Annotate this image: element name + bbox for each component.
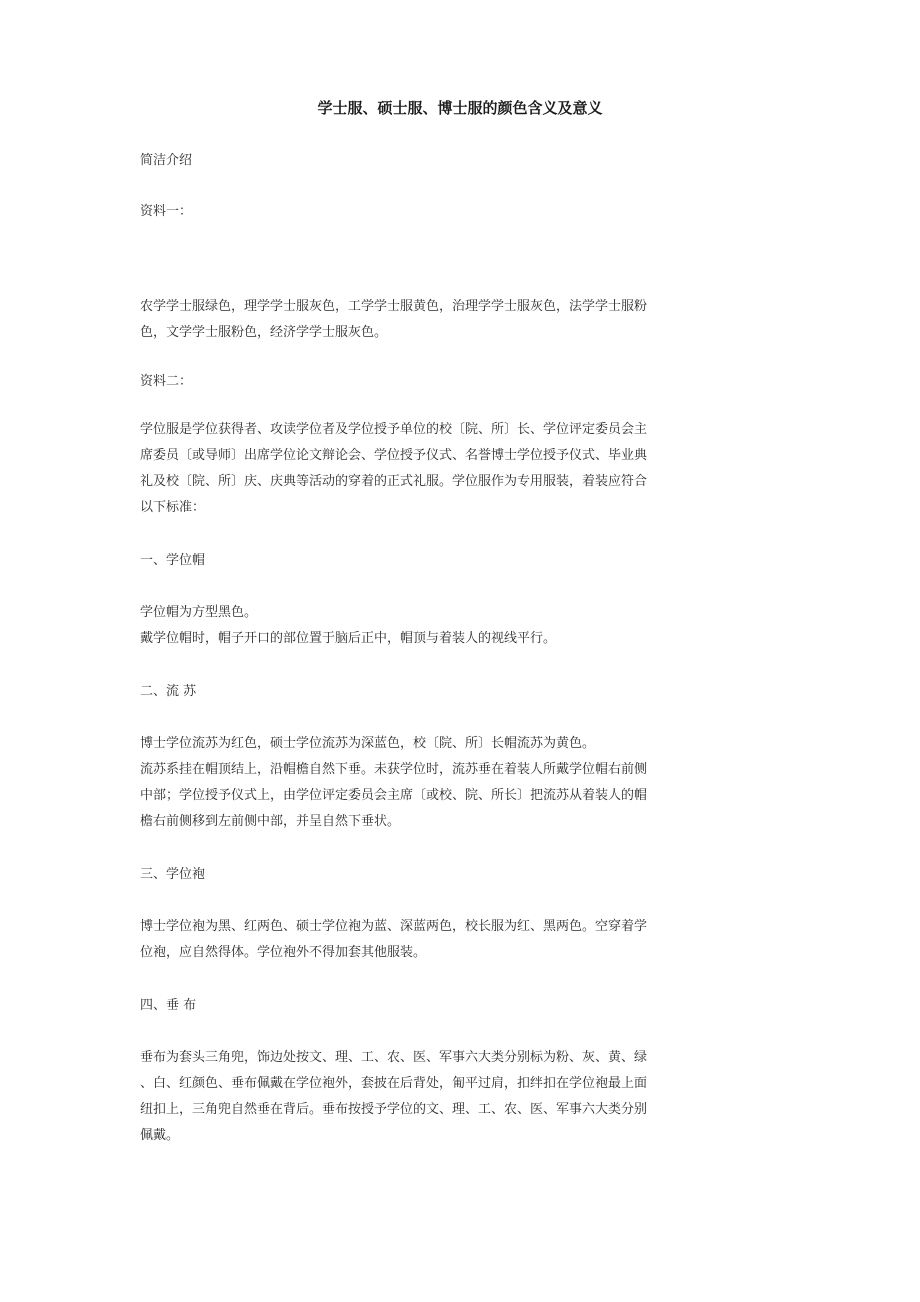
source1-line: 色，文学学士服粉色，经济学学士服灰色。 (140, 325, 388, 340)
section-hood-line: 佩戴。 (140, 1128, 180, 1143)
section-cap-line: 学位帽为方型黑色。 (140, 605, 258, 620)
section-cap-paragraph (140, 600, 682, 652)
section-cap-line: 戴学位帽时，帽子开口的部位置于脑后正中，帽顶与着装人的视线平行。 (140, 631, 557, 646)
source1-paragraph (140, 294, 682, 346)
section-heading-gown: 三、学位袍 (140, 867, 206, 882)
section-hood-line: 、白、红颜色、垂布佩戴在学位袍外，套披在后背处，匍平过肩，扣绊扣在学位袍最上面 (140, 1076, 648, 1091)
source2-label: 资料二： (140, 374, 193, 389)
section-hood-paragraph (140, 1045, 682, 1149)
section-tassel-line: 流苏系挂在帽顶结上，沿帽檐自然下垂。未获学位时，流苏垂在着装人所戴学位帽右前侧 (140, 762, 648, 777)
source1-line: 农学学士服绿色，理学学士服灰色，工学学士服黄色，治理学学士服灰色，法学学士服粉 (140, 299, 648, 314)
section-tassel-line: 中部；学位授予仪式上，由学位评定委员会主席〔或校、院、所长〕把流苏从着装人的帽 (140, 788, 648, 803)
section-hood-line: 垂布为套头三角兜，饰边处按文、理、工、农、医、军事六大类分别标为粉、灰、黄、绿 (140, 1050, 648, 1065)
section-tassel-line: 博士学位流苏为红色，硕士学位流苏为深蓝色，校〔院、所〕长帽流苏为黄色。 (140, 736, 596, 751)
section-gown-line: 博士学位袍为黑、红两色、硕士学位袍为蓝、深蓝两色，校长服为红、黑两色。空穿着学 (140, 919, 648, 934)
section-heading-tassel: 二、流 苏 (140, 684, 197, 699)
document-title: 学士服、硕士服、博士服的颜色含义及意义 (317, 99, 603, 117)
section-gown-paragraph (140, 914, 682, 966)
section-heading-hood: 四、垂 布 (140, 998, 197, 1013)
section-tassel-paragraph (140, 731, 682, 835)
intro-heading: 简洁介绍 (140, 153, 193, 168)
section-gown-line: 位袍，应自然得体。学位袍外不得加套其他服装。 (140, 945, 427, 960)
source2-line: 席委员〔或导师〕出席学位论文辩论会、学位授予仪式、名誉博士学位授予仪式、毕业典 (140, 448, 648, 463)
source2-line: 礼及校〔院、所〕庆、庆典等活动的穿着的正式礼服。学位服作为专用服装，着装应符合 (140, 474, 648, 489)
section-hood-line: 纽扣上，三角兜自然垂在背后。垂布按授予学位的文、理、工、农、医、军事六大类分别 (140, 1102, 648, 1117)
section-heading-cap: 一、学位帽 (140, 553, 206, 568)
source2-line: 以下标准： (140, 500, 206, 515)
source1-label: 资料一： (140, 204, 193, 219)
source2-paragraph (140, 417, 682, 521)
section-tassel-line: 檐右前侧移到左前侧中部，并呈自然下垂状。 (140, 814, 401, 829)
source2-line: 学位服是学位获得者、攻读学位者及学位授予单位的校〔院、所〕长、学位评定委员会主 (140, 422, 648, 437)
